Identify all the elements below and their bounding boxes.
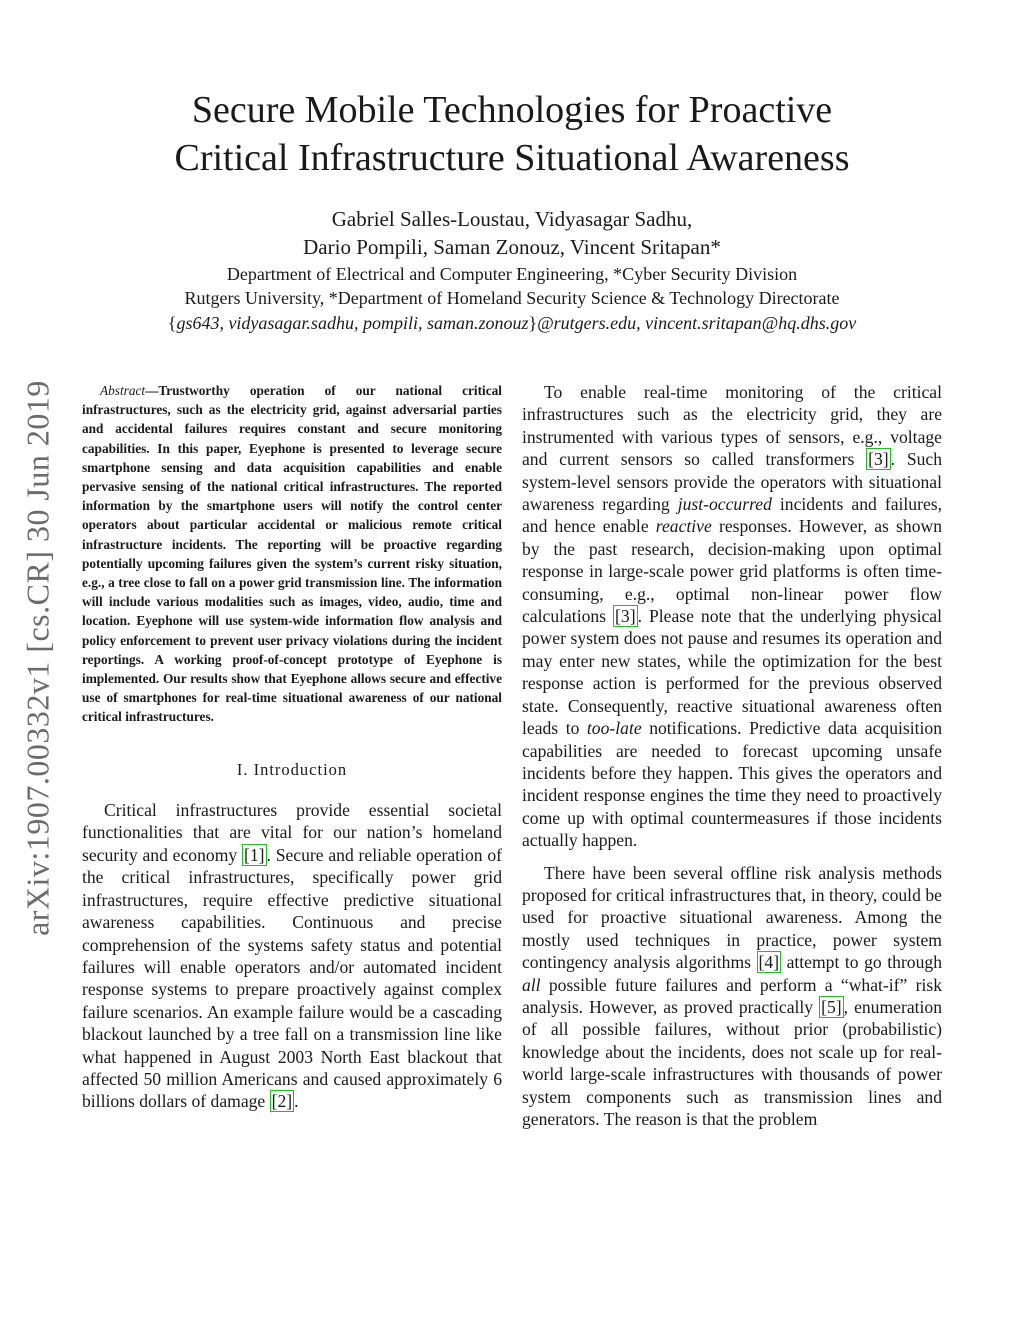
text-run: To enable real-time monitoring of the critical infrastructures such as the electricity grid, they are instrumented with various types of sensors, e.g., voltage and current sensors so called transformers (522, 382, 942, 470)
authors-line-2: Dario Pompili, Saman Zonouz, Vincent Sritapan* (303, 235, 721, 259)
body-paragraph-2 (522, 862, 942, 1131)
email-brace-open: { (167, 313, 177, 333)
affiliation-line-2: Rutgers University, *Department of Homeland Security Science & Technology Directorate (184, 288, 840, 308)
abstract (82, 381, 502, 727)
body-paragraph-1 (522, 381, 942, 852)
section-heading-introduction: I. Introduction (236, 759, 348, 779)
author-emails (0, 311, 1024, 335)
text-run: notifications. Predictive data acquisition capabilities are needed to forecast upcoming unsafe incidents before they happen. This gives the operators and incident response engines the time they need to proactively come up with optimal countermeasures if those incidents actually happen. (522, 718, 942, 851)
citation-link[interactable]: [1] (243, 844, 265, 865)
abstract-label: Abstract (100, 383, 146, 398)
text-run: incidents and failures, and hence enable (522, 494, 942, 537)
citation-link[interactable]: [5] (821, 996, 842, 1017)
email-usernames: gs643, vidyasagar.sadhu, pompili, saman.zonouz (176, 313, 529, 333)
title-line-1: Secure Mobile Technologies for Proactive (191, 89, 833, 131)
text-run: responses. However, as shown by the past research, decision-making upon optimal response in large-scale power grid platforms is often time-consuming, e.g., optimal non-linear power flow calculations (522, 516, 942, 627)
intro-paragraph (82, 799, 502, 1113)
text-run: possible future failures and perform a “what-if” risk analysis. However, as proved practically (522, 974, 942, 1017)
paper-title (0, 86, 1024, 182)
text-run: . Such system-level sensors provide the operators with situational awareness regarding (522, 449, 942, 515)
emphasis: just-occurred (677, 494, 772, 515)
text-run: . Please note that the underlying physical power system does not pause and resumes its operation and may enter new states, while the optimization for the best response action is performed for the previous observed state. Consequently, reactive situational awareness often leads to (522, 606, 942, 739)
left-column (82, 381, 502, 1113)
emphasis: reactive (655, 516, 712, 537)
citation-link[interactable]: [2] (271, 1091, 293, 1112)
citation-link[interactable]: [3] (868, 449, 889, 470)
email-brace-close: } (528, 313, 538, 333)
abstract-text: —Trustworthy operation of our national critical infrastructures, such as the electricity grid, against adversarial parties and accidental failures requires constant and secure monitoring capabilities. In this paper, Eyephone is presented to leverage secure smartphone sensing and data acquisition capabilities and enable pervasive sensing of the national critical infrastructures. The reported information by the smartphone users will notify the control center operators about particular accidental or malicious remote critical infrastructure incidents. The reporting will be proactive regarding potentially upcoming failures given the system’s current risky situation, e.g., a tree close to fall on a power grid transmission line. The information will include various modalities such as images, video, audio, time and location. Eyephone will use system-wide information flow analysis and policy enforcement to prevent user privacy violations during the incident reportings. A working proof-of-concept prototype of Eyephone is implemented. Our results show that Eyephone allows secure and effective use of smartphones for real-time situational awareness of our national critical infrastructures. (82, 383, 502, 725)
email-domains: @rutgers.edu, vincent.sritapan@hq.dhs.gov (537, 313, 857, 333)
text-run: . Secure and reliable operation of the critical infrastructures, specifically power grid infrastructures, require effective predictive situational awareness capabilities. Continuous and precise comprehension of the systems safety status and potential failures will enable operators and/or automated incident response systems to prepare proactively against complex failure scenarios. An example failure would be a cascading blackout launched by a tree fall on a transmission line like what happened in August 2003 North East blackout that affected 50 million Americans and caused approximately 6 billions dollars of damage (82, 844, 502, 1112)
right-column (522, 381, 942, 1130)
text-run: . (294, 1091, 299, 1112)
emphasis: all (522, 974, 541, 995)
affiliation-line-1: Department of Electrical and Computer Engineering, *Cyber Security Division (226, 264, 798, 284)
citation-link[interactable]: [3] (615, 606, 636, 627)
authors-line-1: Gabriel Salles-Loustau, Vidyasagar Sadhu, (331, 207, 693, 231)
emphasis: too-late (586, 718, 642, 739)
author-list (0, 205, 1024, 261)
arxiv-stamp (10, 358, 66, 958)
affiliations (0, 262, 1024, 310)
text-run: Critical infrastructures provide essential societal functionalities that are vital for our nation’s homeland security and economy (82, 800, 502, 865)
text-run: , enumeration of all possible failures, without prior (probabilistic) knowledge about the incidents, does not scale up for real-world large-scale infrastructures with thousands of power system components such as transmission lines and generators. The reason is that the problem (522, 996, 942, 1129)
arxiv-identifier: arXiv:1907.00332v1 [cs.CR] 30 Jun 2019 (19, 380, 56, 936)
citation-link[interactable]: [4] (758, 952, 780, 973)
title-line-2: Critical Infrastructure Situational Awareness (174, 137, 850, 179)
text-run: attempt to go through (781, 952, 942, 973)
text-run: There have been several offline risk analysis methods proposed for critical infrastructures that, in theory, could be used for proactive situational awareness. Among the mostly used techniques in practice, power system contingency analysis algorithms (522, 862, 942, 973)
